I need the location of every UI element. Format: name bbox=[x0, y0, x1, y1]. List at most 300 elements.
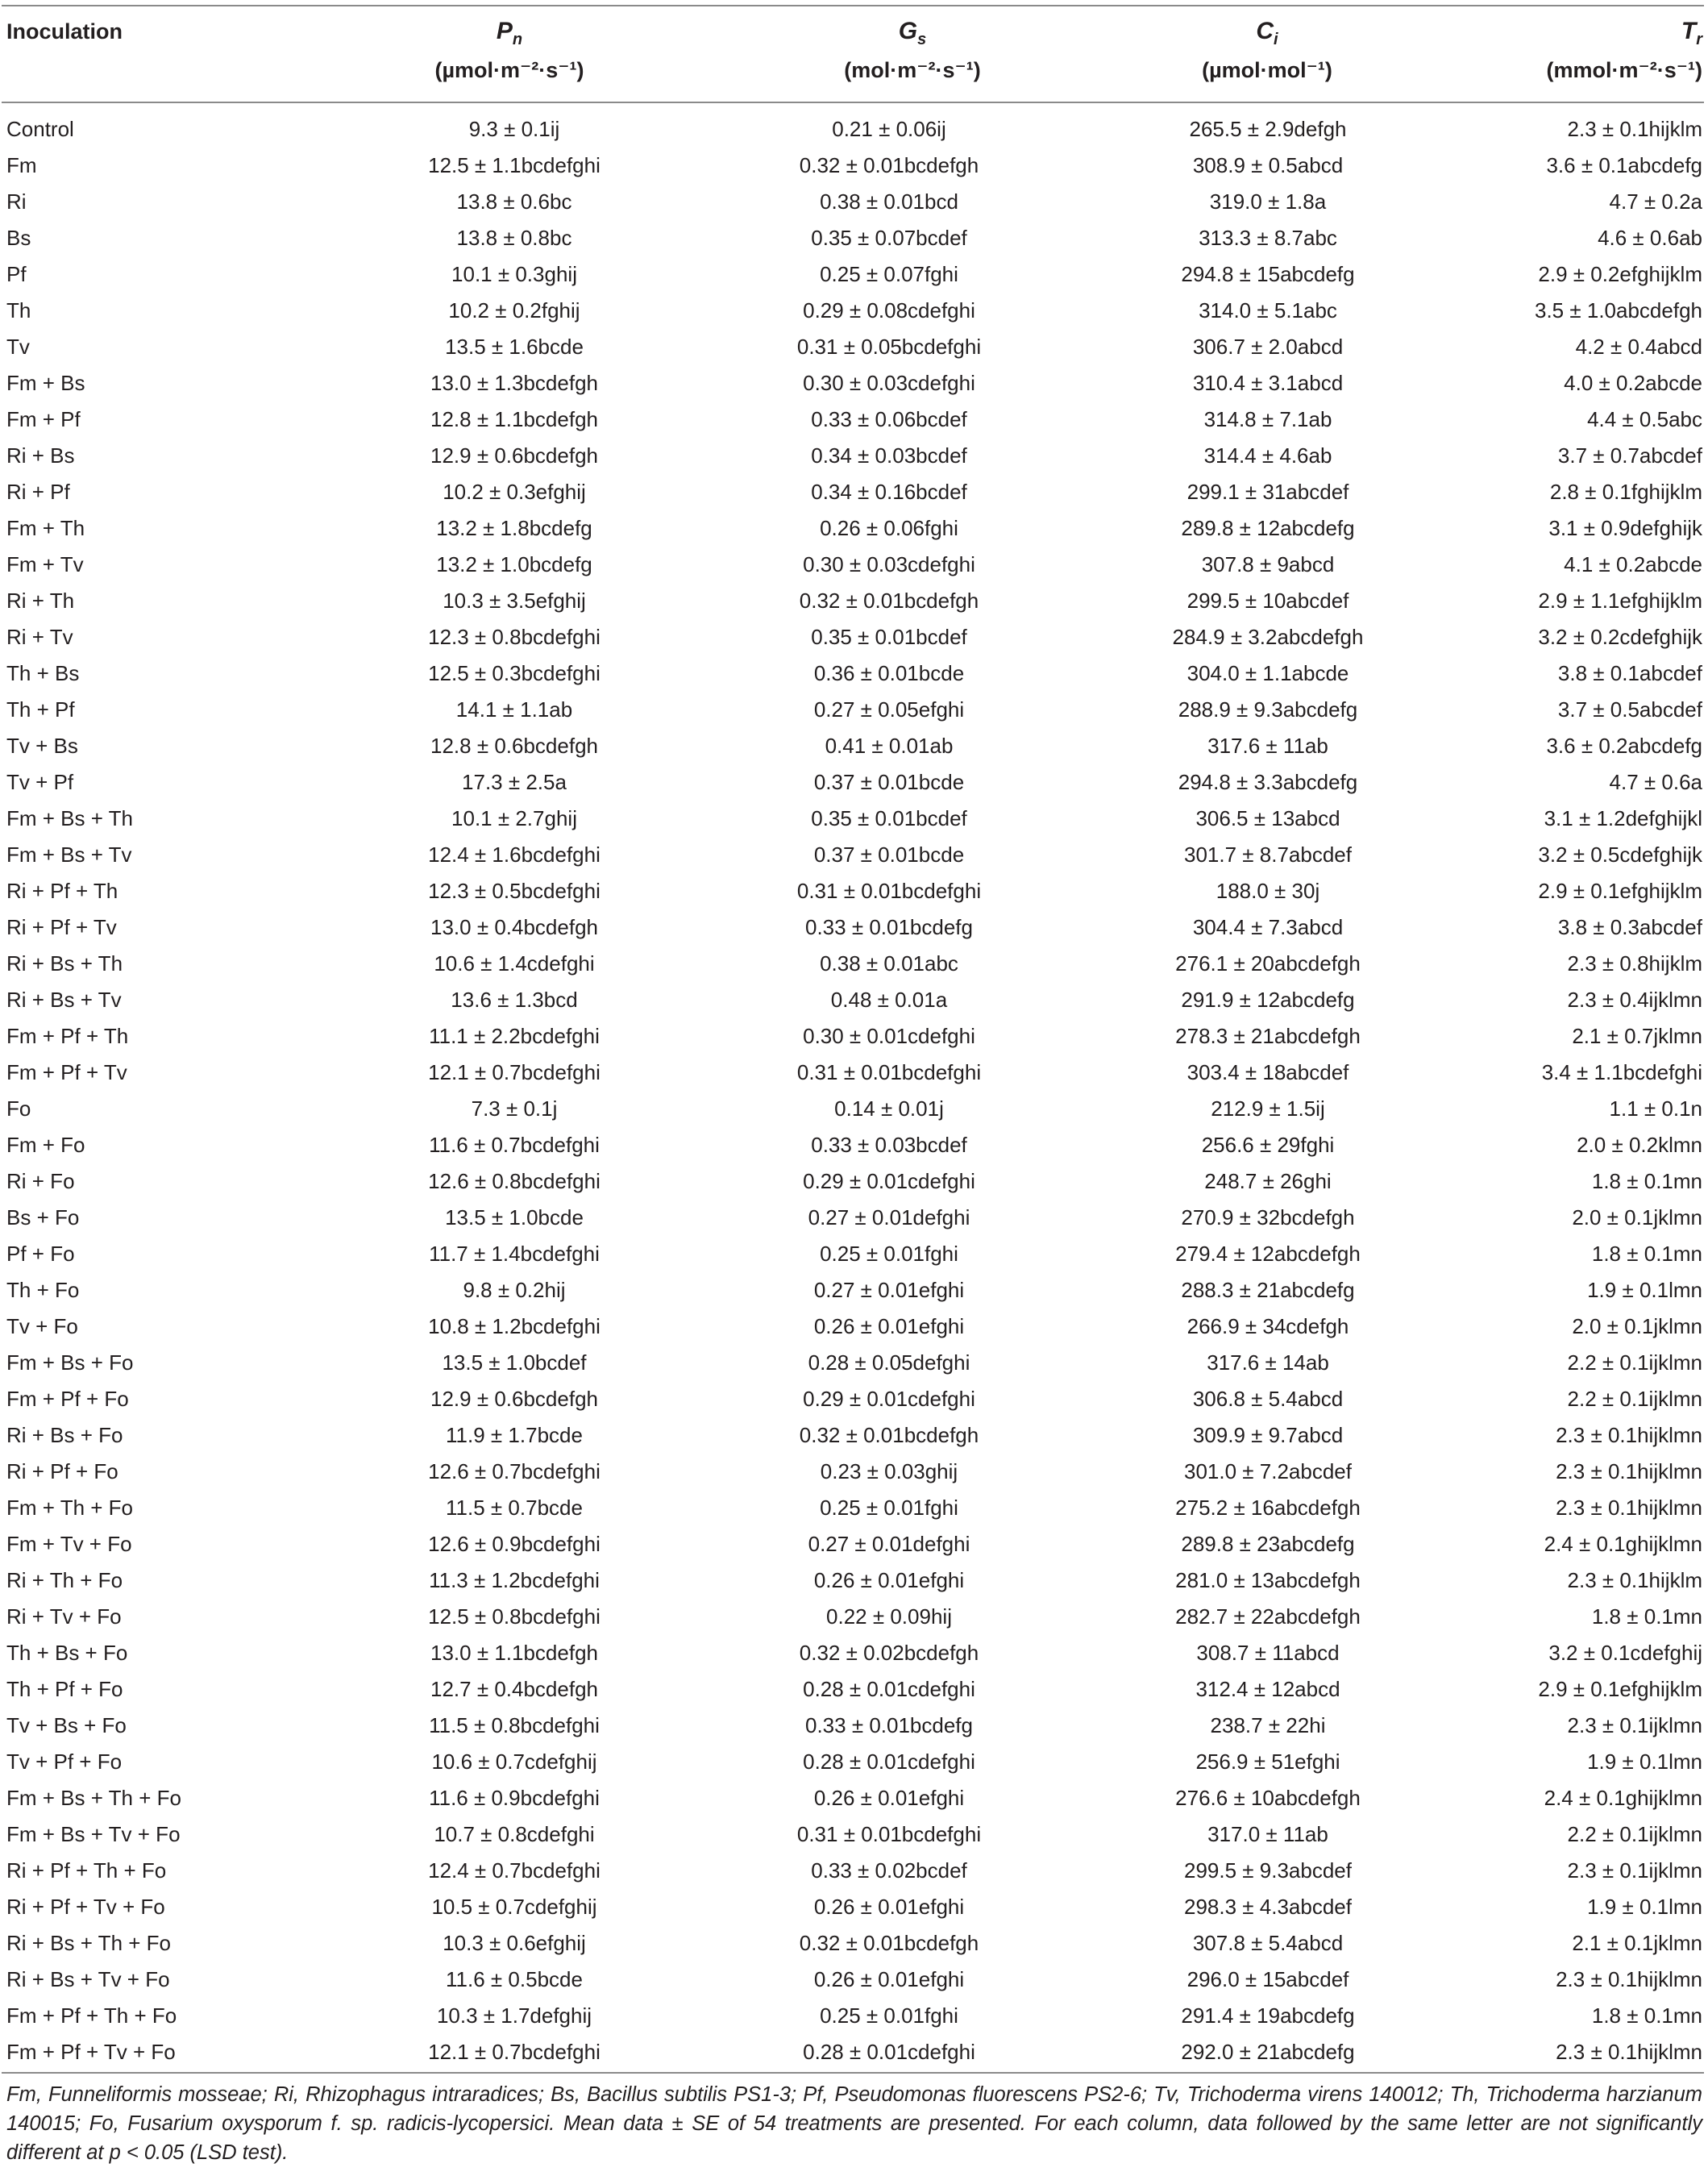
tr-cell: 2.9 ± 0.1efghijklm bbox=[1538, 1677, 1702, 1701]
inoculation-cell: Fm + Bs + Th bbox=[6, 806, 134, 830]
tr-cell: 3.2 ± 0.1cdefghij bbox=[1548, 1641, 1702, 1665]
table-row bbox=[2, 583, 1704, 619]
pn-cell: 17.3 ± 2.5a bbox=[462, 770, 567, 794]
ci-cell: 281.0 ± 13abcdefgh bbox=[1175, 1568, 1361, 1592]
table-row bbox=[2, 547, 1704, 583]
table-row bbox=[2, 1345, 1704, 1381]
inoculation-cell: Ri + Th bbox=[6, 589, 75, 613]
tr-cell: 1.9 ± 0.1lmn bbox=[1587, 1278, 1702, 1302]
pn-cell: 13.5 ± 1.6bcde bbox=[445, 335, 584, 359]
inoculation-cell: Ri + Pf + Fo bbox=[6, 1459, 118, 1483]
gs-cell: 0.30 ± 0.01cdefghi bbox=[803, 1024, 975, 1048]
gs-cell: 0.32 ± 0.01bcdefgh bbox=[799, 1423, 979, 1447]
tr-cell: 2.3 ± 0.1hijklmn bbox=[1556, 1423, 1702, 1447]
inoculation-cell: Fm + Tv bbox=[6, 552, 84, 576]
table-row bbox=[2, 728, 1704, 764]
ci-cell: 294.8 ± 15abcdefg bbox=[1181, 262, 1355, 286]
gs-cell: 0.21 ± 0.06ij bbox=[832, 117, 946, 141]
inoculation-cell: Ri + Bs + Fo bbox=[6, 1423, 123, 1447]
tr-unit: (mmol·m⁻²·s⁻¹) bbox=[1546, 58, 1702, 82]
inoculation-cell: Ri + Bs + Tv bbox=[6, 988, 122, 1012]
ci-cell: 314.0 ± 5.1abc bbox=[1199, 298, 1337, 322]
tr-cell: 2.3 ± 0.1hijklmn bbox=[1556, 1496, 1702, 1520]
inoculation-cell: Fm + Th + Fo bbox=[6, 1496, 134, 1520]
ci-cell: 304.0 ± 1.1abcde bbox=[1186, 661, 1349, 685]
inoculation-cell: Pf bbox=[6, 262, 27, 286]
inoculation-cell: Fm + Bs + Tv bbox=[6, 843, 132, 867]
inoculation-cell: Tv + Fo bbox=[6, 1314, 78, 1338]
table-row bbox=[2, 1055, 1704, 1091]
tr-cell: 4.6 ± 0.6ab bbox=[1598, 226, 1702, 250]
table-row bbox=[2, 2034, 1704, 2070]
table-row bbox=[2, 837, 1704, 873]
pn-cell: 10.2 ± 0.3efghij bbox=[443, 480, 586, 504]
pn-cell: 11.6 ± 0.7bcdefghi bbox=[429, 1133, 600, 1157]
tr-cell: 3.4 ± 1.1bcdefghi bbox=[1541, 1060, 1702, 1084]
header-tr bbox=[1477, 16, 1702, 85]
table-row bbox=[2, 1236, 1704, 1272]
pn-cell: 14.1 ± 1.1ab bbox=[455, 697, 573, 722]
table-row bbox=[2, 909, 1704, 946]
pn-symbol: $P_n$ bbox=[496, 18, 523, 48]
inoculation-cell: Ri + Tv + Fo bbox=[6, 1604, 122, 1629]
gs-cell: 0.27 ± 0.01efghi bbox=[813, 1278, 965, 1302]
tr-cell: 2.9 ± 1.1efghijklm bbox=[1538, 589, 1702, 613]
ci-cell: 306.7 ± 2.0abcd bbox=[1192, 335, 1344, 359]
gs-cell: 0.30 ± 0.03cdefghi bbox=[803, 552, 975, 576]
table-row bbox=[2, 873, 1704, 909]
gs-cell: 0.26 ± 0.01efghi bbox=[813, 1314, 965, 1338]
table-row bbox=[2, 111, 1704, 148]
pn-cell: 11.3 ± 1.2bcdefghi bbox=[429, 1568, 600, 1592]
tr-cell: 2.3 ± 0.4ijklmn bbox=[1567, 988, 1702, 1012]
pn-cell: 12.9 ± 0.6bcdefgh bbox=[430, 1387, 598, 1411]
gs-cell: 0.25 ± 0.07fghi bbox=[820, 262, 958, 286]
gs-symbol: $G_s$ bbox=[898, 18, 927, 48]
gs-cell: 0.26 ± 0.01efghi bbox=[813, 1786, 965, 1810]
table-row bbox=[2, 256, 1704, 293]
ci-cell: 306.5 ± 13abcd bbox=[1195, 806, 1340, 830]
gs-cell: 0.32 ± 0.02bcdefgh bbox=[799, 1641, 979, 1665]
ci-cell: 304.4 ± 7.3abcd bbox=[1192, 915, 1344, 939]
tr-cell: 3.6 ± 0.1abcdefg bbox=[1546, 153, 1702, 177]
table-row bbox=[2, 1744, 1704, 1780]
pn-cell: 11.6 ± 0.5bcde bbox=[446, 1967, 583, 1991]
ci-cell: 291.4 ± 19abcdefg bbox=[1181, 2003, 1355, 2028]
inoculation-cell: Pf + Fo bbox=[6, 1242, 75, 1266]
gs-cell: 0.36 ± 0.01bcde bbox=[813, 661, 965, 685]
gs-cell: 0.26 ± 0.01efghi bbox=[813, 1568, 965, 1592]
tr-cell: 2.3 ± 0.1hijklmn bbox=[1556, 1459, 1702, 1483]
gs-cell: 0.33 ± 0.03bcdef bbox=[811, 1133, 967, 1157]
gs-cell: 0.28 ± 0.05defghi bbox=[808, 1350, 970, 1375]
inoculation-cell: Ri + Fo bbox=[6, 1169, 75, 1193]
gs-cell: 0.22 ± 0.09hij bbox=[826, 1604, 952, 1629]
tr-cell: 2.0 ± 0.1jklmn bbox=[1572, 1314, 1702, 1338]
tr-cell: 2.0 ± 0.2klmn bbox=[1577, 1133, 1702, 1157]
inoculation-cell: Ri + Bs + Tv + Fo bbox=[6, 1967, 170, 1991]
pn-cell: 13.0 ± 1.3bcdefgh bbox=[430, 371, 598, 395]
table-body bbox=[2, 111, 1704, 2070]
header-gs bbox=[727, 16, 1098, 85]
tr-cell: 4.7 ± 0.6a bbox=[1609, 770, 1702, 794]
tr-cell: 3.5 ± 1.0abcdefgh bbox=[1535, 298, 1702, 322]
inoculation-cell: Fm bbox=[6, 153, 37, 177]
table-row bbox=[2, 1490, 1704, 1526]
tr-cell: 4.2 ± 0.4abcd bbox=[1575, 335, 1702, 359]
ci-cell: 188.0 ± 30j bbox=[1216, 879, 1320, 903]
tr-cell: 3.7 ± 0.7abcdef bbox=[1557, 443, 1702, 468]
tr-cell: 4.0 ± 0.2abcde bbox=[1564, 371, 1702, 395]
tr-cell: 1.9 ± 0.1lmn bbox=[1587, 1750, 1702, 1774]
table-row bbox=[2, 1417, 1704, 1454]
inoculation-cell: Th + Pf + Fo bbox=[6, 1677, 123, 1701]
tr-cell: 2.3 ± 0.1hijklmn bbox=[1556, 1967, 1702, 1991]
table-row bbox=[2, 1599, 1704, 1635]
gs-cell: 0.35 ± 0.01bcdef bbox=[811, 806, 967, 830]
gs-cell: 0.28 ± 0.01cdefghi bbox=[803, 1677, 975, 1701]
ci-cell: 298.3 ± 4.3abcdef bbox=[1184, 1895, 1352, 1919]
pn-cell: 12.1 ± 0.7bcdefghi bbox=[428, 2040, 601, 2064]
tr-cell: 1.8 ± 0.1mn bbox=[1591, 1604, 1702, 1629]
inoculation-cell: Fm + Th bbox=[6, 516, 85, 540]
inoculation-cell: Ri + Tv bbox=[6, 625, 73, 649]
inoculation-cell: Tv + Pf + Fo bbox=[6, 1750, 123, 1774]
tr-cell: 2.4 ± 0.1ghijklmn bbox=[1544, 1532, 1702, 1556]
table-row bbox=[2, 1562, 1704, 1599]
pn-cell: 12.9 ± 0.6bcdefgh bbox=[430, 443, 598, 468]
inoculation-cell: Ri + Bs + Th bbox=[6, 951, 123, 976]
gs-cell: 0.33 ± 0.06bcdef bbox=[811, 407, 967, 431]
inoculation-cell: Bs bbox=[6, 226, 31, 250]
tr-cell: 1.9 ± 0.1lmn bbox=[1587, 1895, 1702, 1919]
gs-cell: 0.31 ± 0.01bcdefghi bbox=[796, 879, 982, 903]
header-pn bbox=[324, 16, 695, 85]
table-row bbox=[2, 801, 1704, 837]
pn-cell: 10.2 ± 0.2fghij bbox=[448, 298, 580, 322]
table-row bbox=[2, 1998, 1704, 2034]
table-row bbox=[2, 655, 1704, 692]
table-row bbox=[2, 220, 1704, 256]
table-row bbox=[2, 692, 1704, 728]
gs-cell: 0.32 ± 0.01bcdefgh bbox=[799, 1931, 979, 1955]
ci-cell: 276.6 ± 10abcdefgh bbox=[1175, 1786, 1361, 1810]
pn-cell: 12.6 ± 0.9bcdefghi bbox=[428, 1532, 601, 1556]
gs-unit: (mol·m⁻²·s⁻¹) bbox=[844, 58, 981, 82]
gs-cell: 0.31 ± 0.01bcdefghi bbox=[796, 1822, 982, 1846]
pn-cell: 10.6 ± 0.7cdefghij bbox=[431, 1750, 597, 1774]
gs-cell: 0.41 ± 0.01ab bbox=[825, 734, 954, 758]
pn-cell: 13.8 ± 0.8bc bbox=[456, 226, 572, 250]
gs-cell: 0.37 ± 0.01bcde bbox=[813, 770, 965, 794]
pn-cell: 13.8 ± 0.6bc bbox=[456, 189, 572, 214]
inoculation-cell: Ri + Pf + Th bbox=[6, 879, 118, 903]
gs-cell: 0.28 ± 0.01cdefghi bbox=[803, 1750, 975, 1774]
ci-cell: 299.1 ± 31abcdef bbox=[1186, 480, 1349, 504]
inoculation-cell: Ri + Pf + Tv bbox=[6, 915, 117, 939]
table-row bbox=[2, 764, 1704, 801]
pn-cell: 12.1 ± 0.7bcdefghi bbox=[428, 1060, 601, 1084]
ci-cell: 317.6 ± 14ab bbox=[1207, 1350, 1329, 1375]
data-table bbox=[2, 111, 1704, 2070]
inoculation-cell: Ri + Bs bbox=[6, 443, 75, 468]
gs-cell: 0.29 ± 0.08cdefghi bbox=[803, 298, 975, 322]
inoculation-cell: Fm + Pf + Tv bbox=[6, 1060, 127, 1084]
inoculation-cell: Ri + Bs + Th + Fo bbox=[6, 1931, 172, 1955]
gs-cell: 0.35 ± 0.07bcdef bbox=[811, 226, 967, 250]
pn-cell: 13.2 ± 1.8bcdefg bbox=[436, 516, 592, 540]
table-row bbox=[2, 438, 1704, 474]
pn-cell: 13.0 ± 1.1bcdefgh bbox=[430, 1641, 598, 1665]
gs-cell: 0.26 ± 0.01efghi bbox=[813, 1967, 965, 1991]
ci-cell: 308.7 ± 11abcd bbox=[1196, 1641, 1340, 1665]
tr-cell: 2.3 ± 0.1ijklmn bbox=[1567, 1858, 1702, 1883]
tr-cell: 3.8 ± 0.1abcdef bbox=[1557, 661, 1702, 685]
pn-cell: 11.5 ± 0.7bcde bbox=[446, 1496, 583, 1520]
inoculation-cell: Fm + Tv + Fo bbox=[6, 1532, 132, 1556]
pn-cell: 12.3 ± 0.8bcdefghi bbox=[428, 625, 601, 649]
table-row bbox=[2, 1091, 1704, 1127]
ci-cell: 296.0 ± 15abcdef bbox=[1186, 1967, 1349, 1991]
tr-cell: 2.4 ± 0.1ghijklmn bbox=[1544, 1786, 1702, 1810]
tr-cell: 1.8 ± 0.1mn bbox=[1591, 1242, 1702, 1266]
inoculation-cell: Tv + Bs bbox=[6, 734, 78, 758]
inoculation-cell: Control bbox=[6, 117, 74, 141]
top-rule bbox=[2, 5, 1704, 6]
tr-cell: 2.3 ± 0.8hijklm bbox=[1567, 951, 1702, 976]
inoculation-cell: Ri bbox=[6, 189, 27, 214]
tr-cell: 3.2 ± 0.5cdefghijk bbox=[1538, 843, 1702, 867]
gs-cell: 0.31 ± 0.01bcdefghi bbox=[796, 1060, 982, 1084]
ci-cell: 319.0 ± 1.8a bbox=[1209, 189, 1327, 214]
pn-cell: 10.5 ± 0.7cdefghij bbox=[431, 1895, 597, 1919]
table-row bbox=[2, 474, 1704, 510]
ci-cell: 212.9 ± 1.5ij bbox=[1211, 1096, 1325, 1121]
table-row bbox=[2, 1925, 1704, 1962]
pn-unit: (µmol·m⁻²·s⁻¹) bbox=[434, 58, 584, 82]
inoculation-cell: Fm + Pf + Tv + Fo bbox=[6, 2040, 176, 2064]
gs-cell: 0.25 ± 0.01fghi bbox=[820, 1496, 958, 1520]
pn-cell: 12.8 ± 0.6bcdefgh bbox=[430, 734, 598, 758]
tr-cell: 1.8 ± 0.1mn bbox=[1591, 1169, 1702, 1193]
pn-cell: 12.3 ± 0.5bcdefghi bbox=[428, 879, 601, 903]
gs-cell: 0.33 ± 0.01bcdefg bbox=[805, 915, 973, 939]
pn-cell: 11.1 ± 2.2bcdefghi bbox=[429, 1024, 600, 1048]
tr-cell: 3.1 ± 0.9defghijk bbox=[1548, 516, 1702, 540]
gs-cell: 0.26 ± 0.06fghi bbox=[820, 516, 958, 540]
tr-cell: 3.1 ± 1.2defghijkl bbox=[1544, 806, 1702, 830]
inoculation-cell: Fm + Pf + Fo bbox=[6, 1387, 129, 1411]
inoculation-cell: Th + Bs bbox=[6, 661, 80, 685]
inoculation-cell: Fo bbox=[6, 1096, 31, 1121]
gs-cell: 0.32 ± 0.01bcdefgh bbox=[799, 589, 979, 613]
ci-cell: 291.9 ± 12abcdefg bbox=[1181, 988, 1355, 1012]
gs-cell: 0.14 ± 0.01j bbox=[834, 1096, 944, 1121]
ci-unit: (µmol·mol⁻¹) bbox=[1202, 58, 1332, 82]
pn-cell: 13.5 ± 1.0bcdef bbox=[442, 1350, 587, 1375]
ci-cell: 238.7 ± 22hi bbox=[1210, 1713, 1326, 1737]
table-row bbox=[2, 1816, 1704, 1853]
ci-cell: 303.4 ± 18abcdef bbox=[1186, 1060, 1349, 1084]
inoculation-cell: Ri + Pf + Tv + Fo bbox=[6, 1895, 165, 1919]
inoculation-cell: Fm + Fo bbox=[6, 1133, 85, 1157]
ci-cell: 307.8 ± 5.4abcd bbox=[1192, 1931, 1344, 1955]
tr-cell: 3.6 ± 0.2abcdefg bbox=[1546, 734, 1702, 758]
ci-cell: 317.6 ± 11ab bbox=[1207, 734, 1328, 758]
inoculation-cell: Th + Pf bbox=[6, 697, 75, 722]
ci-cell: 256.6 ± 29fghi bbox=[1201, 1133, 1335, 1157]
gs-cell: 0.34 ± 0.03bcdef bbox=[811, 443, 967, 468]
gs-cell: 0.37 ± 0.01bcde bbox=[813, 843, 965, 867]
inoculation-cell: Th + Bs + Fo bbox=[6, 1641, 128, 1665]
tr-cell: 3.7 ± 0.5abcdef bbox=[1557, 697, 1702, 722]
table-row bbox=[2, 1635, 1704, 1671]
gs-cell: 0.29 ± 0.01cdefghi bbox=[803, 1387, 975, 1411]
tr-cell: 2.2 ± 0.1ijklmn bbox=[1567, 1387, 1702, 1411]
tr-cell: 3.2 ± 0.2cdefghijk bbox=[1538, 625, 1702, 649]
inoculation-cell: Fm + Bs + Tv + Fo bbox=[6, 1822, 181, 1846]
ci-cell: 314.8 ± 7.1ab bbox=[1203, 407, 1332, 431]
ci-cell: 299.5 ± 9.3abcdef bbox=[1184, 1858, 1352, 1883]
table-row bbox=[2, 1671, 1704, 1708]
table-row bbox=[2, 510, 1704, 547]
gs-cell: 0.25 ± 0.01fghi bbox=[820, 2003, 958, 2028]
gs-cell: 0.25 ± 0.01fghi bbox=[820, 1242, 958, 1266]
tr-cell: 2.3 ± 0.1hijklmn bbox=[1556, 2040, 1702, 2064]
ci-cell: 276.1 ± 20abcdefgh bbox=[1175, 951, 1361, 976]
inoculation-cell: Tv + Bs + Fo bbox=[6, 1713, 127, 1737]
ci-cell: 256.9 ± 51efghi bbox=[1195, 1750, 1340, 1774]
pn-cell: 12.6 ± 0.7bcdefghi bbox=[428, 1459, 601, 1483]
pn-cell: 10.3 ± 0.6efghij bbox=[443, 1931, 586, 1955]
table-row bbox=[2, 946, 1704, 982]
pn-cell: 11.5 ± 0.8bcdefghi bbox=[429, 1713, 600, 1737]
ci-cell: 312.4 ± 12abcd bbox=[1195, 1677, 1340, 1701]
table-row bbox=[2, 365, 1704, 401]
tr-cell: 3.8 ± 0.3abcdef bbox=[1557, 915, 1702, 939]
pn-cell: 12.6 ± 0.8bcdefghi bbox=[428, 1169, 601, 1193]
pn-cell: 13.0 ± 0.4bcdefgh bbox=[430, 915, 598, 939]
table-row bbox=[2, 1163, 1704, 1200]
gs-cell: 0.34 ± 0.16bcdef bbox=[811, 480, 967, 504]
ci-cell: 289.8 ± 12abcdefg bbox=[1181, 516, 1355, 540]
pn-cell: 13.2 ± 1.0bcdefg bbox=[436, 552, 592, 576]
tr-cell: 2.1 ± 0.7jklmn bbox=[1572, 1024, 1702, 1048]
ci-cell: 317.0 ± 11ab bbox=[1207, 1822, 1328, 1846]
inoculation-cell: Fm + Pf + Th + Fo bbox=[6, 2003, 177, 2028]
ci-cell: 313.3 ± 8.7abc bbox=[1199, 226, 1337, 250]
table-row bbox=[2, 293, 1704, 329]
pn-cell: 10.1 ± 2.7ghij bbox=[451, 806, 577, 830]
pn-cell: 11.7 ± 1.4bcdefghi bbox=[429, 1242, 600, 1266]
table-row bbox=[2, 1309, 1704, 1345]
table-row bbox=[2, 1272, 1704, 1309]
tr-cell: 4.7 ± 0.2a bbox=[1609, 189, 1702, 214]
inoculation-cell: Fm + Bs + Th + Fo bbox=[6, 1786, 181, 1810]
pn-cell: 12.7 ± 0.4bcdefgh bbox=[430, 1677, 598, 1701]
footnote: Fm, Funneliformis mosseae; Ri, Rhizophagus intraradices; Bs, Bacillus subtilis PS1-3; Pf, Pseudomonas fluorescens PS2-6; Tv, Trichoderma virens 140012; Th, Trichoderma harzianum 140015; Fo, Fusarium oxysporum f. sp. radicis-lycopersici. Mean data ± SE of 54 treatments are presented. For each column, data followed by the same letter are not significantly different at p < 0.05 (LSD test). bbox=[6, 2083, 1702, 2164]
tr-cell: 2.3 ± 0.1hijklm bbox=[1567, 1568, 1702, 1592]
bottom-rule bbox=[2, 2072, 1704, 2074]
pn-cell: 13.6 ± 1.3bcd bbox=[451, 988, 578, 1012]
pn-cell: 12.5 ± 1.1bcdefghi bbox=[428, 153, 601, 177]
table-row bbox=[2, 1200, 1704, 1236]
ci-symbol: $C_i$ bbox=[1256, 18, 1278, 48]
gs-cell: 0.38 ± 0.01bcd bbox=[820, 189, 958, 214]
ci-cell: 309.9 ± 9.7abcd bbox=[1192, 1423, 1344, 1447]
pn-cell: 12.4 ± 1.6bcdefghi bbox=[428, 843, 601, 867]
tr-cell: 2.9 ± 0.1efghijklm bbox=[1538, 879, 1702, 903]
inoculation-cell: Tv + Pf bbox=[6, 770, 74, 794]
tr-cell: 2.3 ± 0.1ijklmn bbox=[1567, 1713, 1702, 1737]
tr-cell: 4.4 ± 0.5abc bbox=[1587, 407, 1702, 431]
pn-cell: 13.5 ± 1.0bcde bbox=[445, 1205, 584, 1229]
table-row bbox=[2, 1853, 1704, 1889]
gs-cell: 0.33 ± 0.02bcdef bbox=[811, 1858, 967, 1883]
pn-cell: 10.3 ± 1.7defghij bbox=[436, 2003, 592, 2028]
table-row bbox=[2, 1454, 1704, 1490]
ci-cell: 306.8 ± 5.4abcd bbox=[1192, 1387, 1344, 1411]
pn-cell: 7.3 ± 0.1j bbox=[471, 1096, 558, 1121]
inoculation-cell: Bs + Fo bbox=[6, 1205, 80, 1229]
inoculation-cell: Fm + Pf bbox=[6, 407, 81, 431]
gs-cell: 0.27 ± 0.05efghi bbox=[813, 697, 965, 722]
table-row bbox=[2, 1127, 1704, 1163]
tr-cell: 2.2 ± 0.1ijklmn bbox=[1567, 1822, 1702, 1846]
table-row bbox=[2, 1889, 1704, 1925]
pn-cell: 10.6 ± 1.4cdefghi bbox=[434, 951, 595, 976]
ci-cell: 301.7 ± 8.7abcdef bbox=[1184, 843, 1352, 867]
ci-cell: 288.9 ± 9.3abcdefg bbox=[1178, 697, 1358, 722]
gs-cell: 0.38 ± 0.01abc bbox=[820, 951, 958, 976]
table-row bbox=[2, 401, 1704, 438]
gs-cell: 0.33 ± 0.01bcdefg bbox=[805, 1713, 973, 1737]
table-row bbox=[2, 982, 1704, 1018]
inoculation-cell: Tv bbox=[6, 335, 30, 359]
ci-cell: 307.8 ± 9abcd bbox=[1201, 552, 1335, 576]
table-row bbox=[2, 619, 1704, 655]
ci-cell: 289.8 ± 23abcdefg bbox=[1181, 1532, 1355, 1556]
ci-cell: 308.9 ± 0.5abcd bbox=[1192, 153, 1344, 177]
gs-cell: 0.27 ± 0.01defghi bbox=[808, 1532, 970, 1556]
header-rule bbox=[2, 102, 1704, 103]
tr-cell: 2.8 ± 0.1fghijklm bbox=[1549, 480, 1702, 504]
gs-cell: 0.32 ± 0.01bcdefgh bbox=[799, 153, 979, 177]
ci-cell: 275.2 ± 16abcdefgh bbox=[1175, 1496, 1361, 1520]
pn-cell: 12.4 ± 0.7bcdefghi bbox=[428, 1858, 601, 1883]
tr-symbol: $T_r$ bbox=[1681, 18, 1702, 48]
tr-cell: 1.8 ± 0.1mn bbox=[1591, 2003, 1702, 2028]
tr-cell: 1.1 ± 0.1n bbox=[1609, 1096, 1702, 1121]
table-row bbox=[2, 1708, 1704, 1744]
header-inoculation: Inoculation bbox=[6, 19, 123, 44]
header-ci bbox=[1082, 16, 1452, 85]
ci-cell: 310.4 ± 3.1abcd bbox=[1192, 371, 1344, 395]
table-row bbox=[2, 1962, 1704, 1998]
pn-cell: 9.8 ± 0.2hij bbox=[463, 1278, 566, 1302]
gs-cell: 0.23 ± 0.03ghij bbox=[820, 1459, 958, 1483]
table-row bbox=[2, 1381, 1704, 1417]
table-row bbox=[2, 329, 1704, 365]
ci-cell: 288.3 ± 21abcdefg bbox=[1181, 1278, 1355, 1302]
table-row bbox=[2, 184, 1704, 220]
ci-cell: 278.3 ± 21abcdefgh bbox=[1175, 1024, 1361, 1048]
gs-cell: 0.31 ± 0.05bcdefghi bbox=[796, 335, 982, 359]
pn-cell: 11.6 ± 0.9bcdefghi bbox=[429, 1786, 600, 1810]
ci-cell: 292.0 ± 21abcdefg bbox=[1181, 2040, 1355, 2064]
gs-cell: 0.35 ± 0.01bcdef bbox=[811, 625, 967, 649]
gs-cell: 0.28 ± 0.01cdefghi bbox=[803, 2040, 975, 2064]
